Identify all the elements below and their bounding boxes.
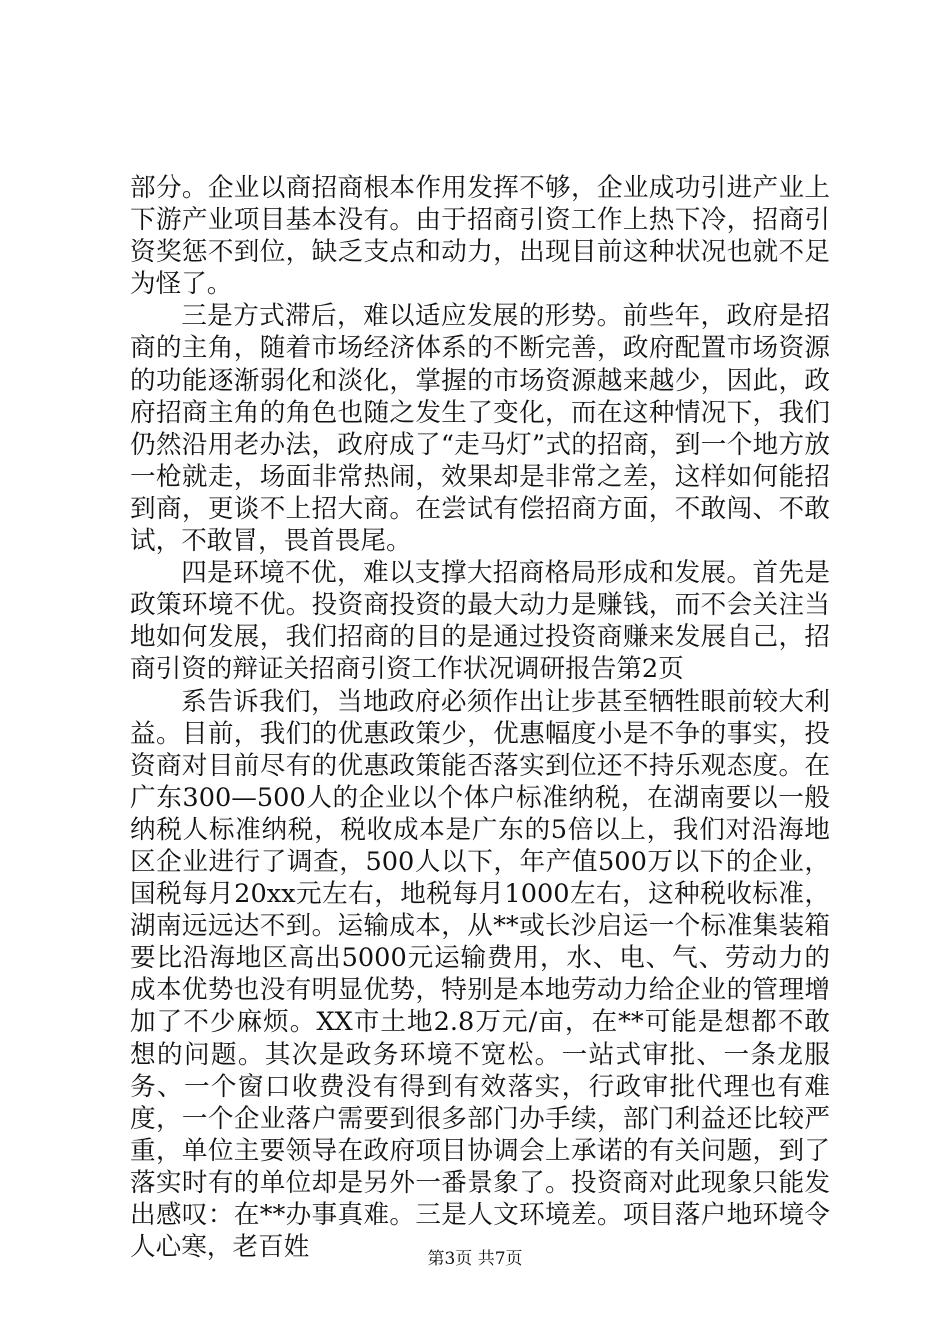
paragraph-2: 三是方式滞后，难以适应发展的形势。前些年，政府是招商的主角，随着市场经济体系的不断完善，政府配置市场资源的功能逐渐弱化和淡化，掌握的市场资源越来越少，因此，政府招商主角的角色也随之发生了变化，而在这种情况下，我们仍然沿用老办法，政府成了“走马灯”式的招商，到一个地方放一枪就走，场面非常热闹，效果却是非常之差，这样如何能招到商，更谈不上招大商。在尝试有偿招商方面，不敢闯、不敢试，不敢冒，畏首畏尾。 — [130, 301, 830, 557]
paragraph-3: 四是环境不优，难以支撑大招商格局形成和发展。首先是政策环境不优。投资商投资的最大动力是赚钱，而不会关注当地如何发展，我们招商的目的是通过投资商赚来发展自己，招商引资的辩证关招商引资工作状况调研报告第2页 — [130, 558, 830, 685]
page-footer: 第3页 共7页 — [427, 1249, 523, 1269]
paragraph-4: 系告诉我们，当地政府必须作出让步甚至牺牲眼前较大利益。目前，我们的优惠政策少，优惠幅度小是不争的事实，投资商对目前尽有的优惠政策能否落实到位还不持乐观态度。在广东300—500人的企业以个体户标准纳税，在湖南要以一般纳税人标准纳税，税收成本是广东的5倍以上，我们对沿海地区企业进行了调查，500人以下，年产值500万以下的企业，国税每月20xx元左右，地税每月1000左右，这种税收标准，湖南远远达不到。运输成本，从**或长沙启运一个标准集装箱要比沿海地区高出5000元运输费用，水、电、气、劳动力的成本优势也没有明显优势，特别是本地劳动力给企业的管理增加了不少麻烦。XX市土地2.8万元/亩，在**可能是想都不敢想的问题。其次是政务环境不宽松。一站式审批、一条龙服务、一个窗口收费没有得到有效落实，行政审批代理也有难度，一个企业落户需要到很多部门办手续，部门利益还比较严重，单位主要领导在政府项目协调会上承诺的有关问题，到了落实时有的单位却是另外一番景象了。投资商对此现象只能发出感叹：在**办事真难。三是人文环境差。项目落户地环境令人心寒，老百姓 — [130, 686, 830, 1263]
document-body — [130, 172, 830, 1263]
paragraph-1: 部分。企业以商招商根本作用发挥不够，企业成功引进产业上下游产业项目基本没有。由于招商引资工作上热下冷，招商引资奖惩不到位，缺乏支点和动力，出现目前这种状况也就不足为怪了。 — [130, 173, 830, 300]
